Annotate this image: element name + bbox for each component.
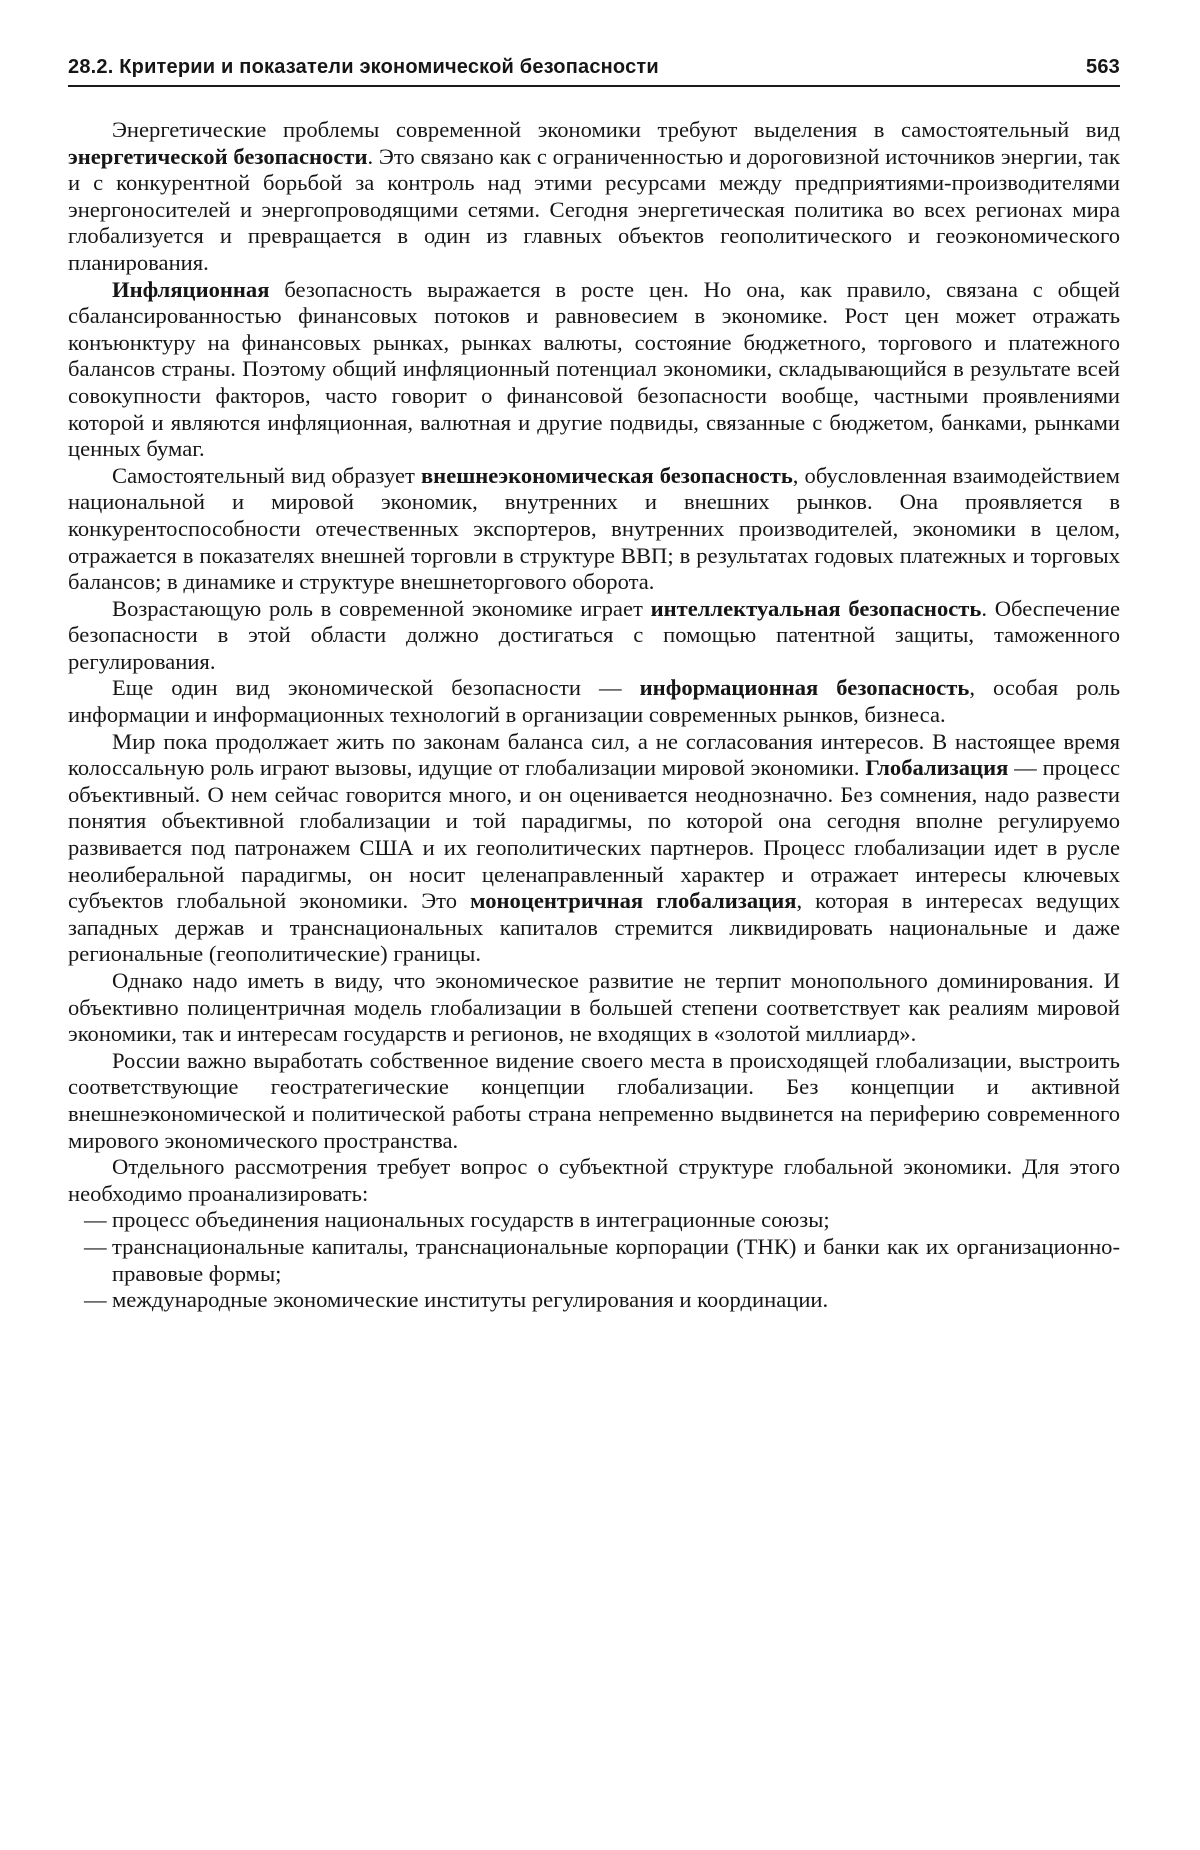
- list-item: [68, 1207, 1120, 1234]
- paragraph: [68, 968, 1120, 1048]
- text-run: России важно выработать собственное видение своего места в происходящей глобализации, выстроить соответствующие геостратегические концепции глобализации. Без концепции и активной внешнеэкономической и политической работы страна непременно выдвинется на периферию современного мирового экономического пространства.: [68, 1047, 1120, 1153]
- text-run: Энергетические проблемы современной экономики требуют выделения в самостоятельный вид: [112, 117, 1120, 142]
- text-run: безопасность выражается в росте цен. Но она, как правило, связана с общей сбалансированностью финансовых потоков и равновесием в экономике. Рост цен может отражать конъюнктуру на финансовых рынках, рынках валюты, состояние бюджетного, торгового и платежного балансов страны. Поэтому общий инфляционный потенциал экономики, складывающийся в результате всей совокупности факторов, часто говорит о финансовой безопасности вообще, частными проявлениями которой и являются инфляционная, валютная и другие подвиды, связанные с бюджетом, банками, рынками ценных бумаг.: [68, 276, 1120, 462]
- list-dash: —: [84, 1287, 107, 1313]
- text-run: , особая роль информации и информационных технологий в организации современных рынков, бизнеса.: [68, 675, 1121, 728]
- text-run: Самостоятельный вид образует: [112, 462, 421, 488]
- header-rule: [68, 85, 1120, 87]
- list-item: [68, 1287, 1120, 1314]
- paragraph: [68, 463, 1120, 596]
- page-number: 563: [1086, 56, 1120, 78]
- bold-term: Инфляционная: [112, 276, 270, 302]
- text-run: Отдельного рассмотрения требует вопрос о субъектной структуре глобальной экономики. Для этого необходимо проанализировать:: [68, 1154, 1120, 1206]
- text-run: Однако надо иметь в виду, что экономическое развитие не терпит монопольного доминирования. И объективно полицентричная модель глобализации в большей степени соответствует как реалиям мировой экономики, так и интересам государств и регионов, не входящих в «золотой миллиард».: [68, 968, 1120, 1047]
- paragraph: [68, 117, 1120, 277]
- text-run: — процесс объективный. О нем сейчас говорится много, и он оценивается неоднозначно. Без сомнения, надо развести понятия объективной глобализации и той парадигмы, по которой она сегодня вполне регулируемо развивается под патронажем США и их геополитических партнеров. Процесс глобализации идет в русле неолиберальной парадигмы, он носит целенаправленный характер и отражает интересы ключевых субъектов глобальной экономики. Это: [68, 755, 1120, 914]
- bold-term: моноцентричная глобализация: [470, 888, 797, 914]
- dash-list: [68, 1207, 1120, 1313]
- text-run: Мир пока продолжает жить по законам баланса сил, а не согласования интересов. В настоящее время колоссальную роль играют вызовы, идущие от глобализации мировой экономики.: [68, 728, 1120, 781]
- section-title: 28.2. Критерии и показатели экономической безопасности: [68, 56, 659, 78]
- text-run: Еще один вид экономической безопасности —: [112, 675, 640, 701]
- paragraph: [68, 277, 1120, 463]
- book-page: [68, 56, 1120, 1314]
- text-run: Возрастающую роль в современной экономике играет: [112, 595, 651, 621]
- list-dash: —: [84, 1207, 107, 1233]
- bold-term: информационная безопасность: [639, 675, 970, 701]
- paragraph: [68, 729, 1120, 968]
- paragraph: [68, 675, 1120, 728]
- list-item-text: транснациональные капиталы, транснациональные корпорации (ТНК) и банки как их организационно-правовые формы;: [112, 1233, 1120, 1286]
- list-dash: —: [84, 1233, 107, 1259]
- text-run: . Это связано как с ограниченностью и дороговизной источников энергии, так и с конкурентной борьбой за контроль над этими ресурсами между предприятиями-производителями энергоносителей и энергопроводящими сетями. Сегодня энергетическая политика во всех регионах мира глобализуется и превращается в один из главных объектов геополитического и геоэкономического планирования.: [68, 143, 1120, 275]
- paragraph: [68, 1154, 1120, 1207]
- bold-term: интеллектуальная безопасность: [650, 595, 982, 621]
- bold-term: энергетической безопасности: [68, 143, 368, 169]
- text-run: , обусловленная взаимодействием национальной и мировой экономик, внутренних и внешних рынков. Она проявляется в конкурентоспособности отечественных экспортеров, внутренних производителей, экономики в целом, отражается в показателях внешней торговли в структуре ВВП; в результатах годовых платежных и торговых балансов; в динамике и структуре внешнеторгового оборота.: [68, 462, 1120, 595]
- paragraph: [68, 1048, 1120, 1154]
- paragraph: [68, 596, 1120, 676]
- list-item: [68, 1234, 1120, 1287]
- running-header: [68, 56, 1120, 85]
- body-text: [68, 117, 1120, 1207]
- bold-term: Глобализация: [865, 755, 1009, 781]
- list-item-text: процесс объединения национальных государств в интеграционные союзы;: [112, 1207, 830, 1233]
- text-run: , которая в интересах ведущих западных держав и транснациональных капиталов стремится ликвидировать национальные и даже региональные (геополитические) границы.: [68, 888, 1120, 967]
- text-run: . Обеспечение безопасности в этой области должно достигаться с помощью патентной защиты, таможенного регулирования.: [68, 595, 1120, 674]
- bold-term: внешнеэкономическая безопасность: [420, 462, 793, 488]
- list-item-text: международные экономические институты регулирования и координации.: [112, 1287, 829, 1313]
